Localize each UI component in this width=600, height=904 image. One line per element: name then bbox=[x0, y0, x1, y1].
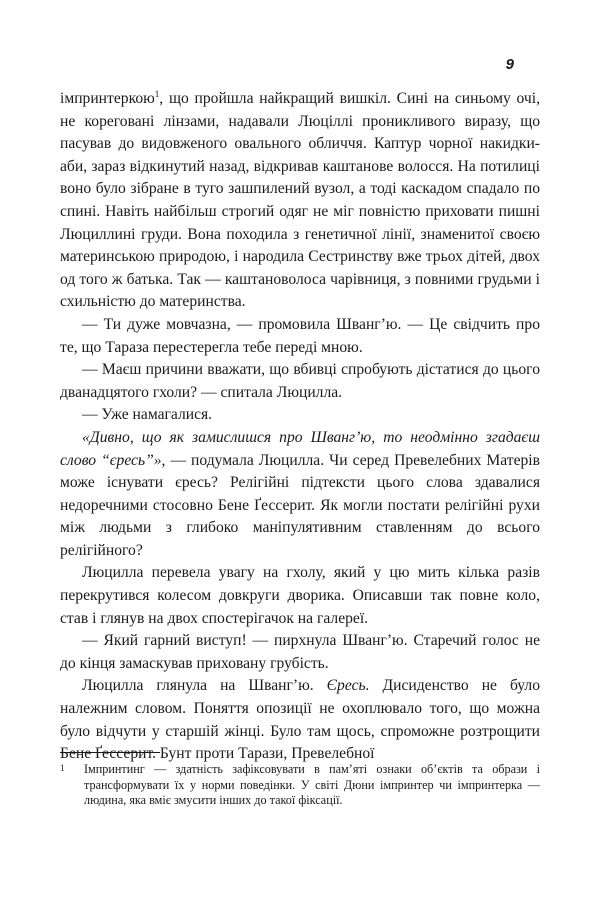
paragraph-1-rest: , що пройшла найкращий вишкіл. Сині на синьому очі, не кореговані лінзами, надавали Люцiллі проникливого виразу, що пасував до видовженого овального обличчя. Каптур чорної накидки-аби, зараз відкинутий назад, відкривав каштанове волосся. На потилиці воно було зібране в туго зашпилений вузол, а тоді каскадом спадало по спині. Навіть найбільш строгий одяг не міг повністю приховати пишні Люциллині груди. Вона походила з генетичної лінії, знаменитої своєю материнською природою, і народила Сестринству вже трьох дітей, двох од того ж батька. Так — каштановолоса чарівниця, з повними грудьми і схильністю до материнства. bbox=[60, 90, 540, 311]
paragraph-8-rest: Дисиденство не було належним словом. Поняття опозиції не охоплювало того, що можна було відчути у старшій жінці. Було там щось, спроможне розтрощити Бене Ґессерит. Бунт проти Тарази, Превелебної bbox=[60, 677, 540, 763]
paragraph-5-italic: «Дивно, що як замислишся про Шванг’ю, то неодмінно згадаєш слово “єресь”», bbox=[60, 428, 540, 469]
paragraph-2: — Ти дуже мовчазна, — промовила Шванг’ю. — Це свідчить про те, що Тараза перестерегла тебе переді мною. bbox=[60, 315, 540, 356]
footnote-text: Імпринтинг — здатність зафіксовувати в пам’яті ознаки об’єктів та образи і трансформувати їх у норми поведінки. У світі Дюни імпринтер чи імпринтерка — людина, яка вміє змусити інших до такої фіксації. bbox=[84, 762, 540, 808]
paragraph-8-italic: Єресь. bbox=[326, 677, 370, 695]
footnote-mark: 1 bbox=[60, 763, 65, 773]
paragraph-1 bbox=[60, 88, 540, 314]
footnote-reference: 1 bbox=[154, 88, 160, 99]
paragraph-3: — Маєш причини вважати, що вбивці спробують дістатися до цього дванадцятого гхоли? — спитала Люцилла. bbox=[60, 361, 540, 401]
page-number: 9 bbox=[505, 56, 514, 73]
paragraph-7: — Який гарний виступ! — пирхнула Шванг’ю. Старечий голос не до кінця замаскував приховану грубість. bbox=[60, 632, 540, 672]
paragraph-5 bbox=[60, 427, 540, 563]
paragraph-5-rest: — подумала Люцилла. Чи серед Превелебних Матерів може існувати єресь? Релігійні підтексти цього слова здавалися недоречними стосовно Бене Ґессерит. Як могли постати релігійні рухи між людьми з глибоко маніпулятивним ставленням до всього релігійного? bbox=[60, 451, 540, 559]
footnote bbox=[60, 762, 540, 809]
paragraph-1-start: імпринтеркою bbox=[60, 90, 155, 107]
paragraph-4: — Уже намагалися. bbox=[82, 406, 213, 424]
footnote-divider bbox=[60, 752, 160, 753]
body-text bbox=[60, 88, 540, 766]
paragraph-8-start: Люцилла глянула на Шванг’ю. bbox=[82, 677, 327, 695]
paragraph-6: Люцилла перевела увагу на гхолу, який у цю мить кілька разів перекрутився колесом довкруги дворика. Описавши так повне коло, став і глянув на двох спостерігачок на галереї. bbox=[60, 564, 540, 627]
